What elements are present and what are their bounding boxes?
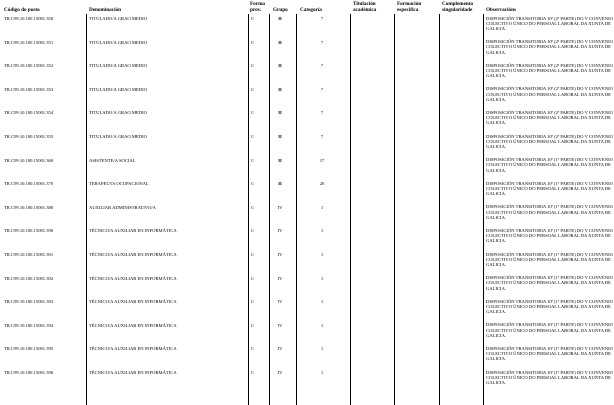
cell-forma-prov: C	[251, 322, 255, 328]
cell-grupo: IV	[277, 252, 283, 257]
table-row	[0, 204, 614, 228]
cell-denominacion: TÉCNICO/A AUXILIAR EN INFORMÁTICA	[89, 299, 177, 305]
cell-codigo: TR.C99.10.100.15001.394	[4, 322, 54, 328]
cell-observacions: DISPOSICIÓN TRANSITORIA 10ª (1ª PARTE) DO V CONVENIO COLECTIVO ÚNICO DO PERSOAL LABORAL DA XUNTA DE GALICIA.	[486, 345, 613, 362]
cell-categoria: 1	[320, 204, 324, 210]
cell-forma-prov: C	[251, 110, 255, 116]
header-grupo: Grupo	[273, 7, 288, 13]
header-denominacion: Denominación	[89, 7, 121, 13]
cell-denominacion: TÉCNICO/A AUXILIAR EN INFORMÁTICA	[89, 322, 177, 328]
cell-denominacion: TERAPEUTA OCUPACIONAL	[89, 181, 149, 187]
cell-observacions: DISPOSICIÓN TRANSITORIA 10ª (2ª PARTE) DO V CONVENIO COLECTIVO ÚNICO DO PERSOAL LABORAL DA XUNTA DE GALICIA.	[486, 86, 613, 102]
cell-categoria: 1	[320, 228, 324, 234]
table-row	[0, 322, 614, 346]
cell-denominacion: TITULADO/A GRAO MEDIO	[89, 134, 147, 139]
cell-categoria: 7	[320, 39, 324, 45]
cell-grupo: IV	[277, 204, 283, 210]
cell-forma-prov: C	[251, 204, 255, 210]
table-row	[0, 134, 614, 158]
cell-categoria: 7	[320, 134, 324, 139]
cell-observacions: DISPOSICIÓN TRANSITORIA 10ª (1ª PARTE) DO V CONVENIO COLECTIVO ÚNICO DO PERSOAL LABORAL DA XUNTA DE GALICIA.	[486, 322, 613, 338]
cell-forma-prov: C	[251, 370, 255, 375]
cell-denominacion: TITULADO/A GRAO MEDIO	[89, 39, 147, 45]
cell-codigo: TR.C99.10.100.15001.353	[4, 86, 54, 92]
header-forma-prov: Forma prov.	[250, 1, 265, 13]
cell-categoria: 17	[319, 157, 325, 163]
cell-forma-prov: C	[251, 228, 255, 234]
cell-forma-prov: C	[251, 63, 255, 69]
cell-denominacion: TÉCNICO/A AUXILIAR EN INFORMÁTICA	[89, 370, 177, 375]
cell-grupo: II	[278, 16, 282, 21]
header-titulacion: Titulación académica	[353, 1, 377, 13]
table-row	[0, 157, 614, 181]
cell-observacions: DISPOSICIÓN TRANSITORIA 10ª (2ª PARTE) DO V CONVENIO COLECTIVO ÚNICO DO PERSOAL LABORAL DA XUNTA DE GALICIA.	[486, 109, 613, 126]
cell-codigo: TR.C99.10.100.15001.351	[4, 39, 54, 45]
cell-grupo: II	[278, 134, 282, 139]
cell-observacions: DISPOSICIÓN TRANSITORIA 10ª (1ª PARTE) DO V CONVENIO COLECTIVO ÚNICO DO PERSOAL LABORAL DA XUNTA DE GALICIA.	[486, 251, 613, 268]
cell-observacions: DISPOSICIÓN TRANSITORIA 10ª (1ª PARTE) DO V CONVENIO COLECTIVO ÚNICO DO PERSOAL LABORAL DA XUNTA DE GALICIA.	[486, 275, 613, 291]
cell-codigo: TR.C99.10.100.15001.390	[4, 228, 54, 234]
cell-categoria: 7	[320, 86, 324, 92]
cell-grupo: II	[278, 86, 282, 92]
cell-denominacion: TÉCNICO/A AUXILIAR EN INFORMÁTICA	[89, 252, 177, 257]
table-row	[0, 275, 614, 299]
cell-codigo: TR.C99.10.100.15001.354	[4, 110, 54, 116]
header-complemento: Complemento singularidade	[442, 1, 474, 13]
header-codigo: Código do posto	[4, 7, 40, 13]
cell-grupo: IV	[277, 322, 283, 328]
cell-grupo: II	[278, 181, 282, 187]
cell-forma-prov: C	[251, 275, 255, 281]
cell-forma-prov: C	[251, 299, 255, 305]
table-row	[0, 370, 614, 394]
cell-categoria: 7	[320, 16, 324, 21]
cell-categoria: 7	[320, 63, 324, 69]
cell-grupo: II	[278, 157, 282, 163]
table-row	[0, 110, 614, 134]
cell-denominacion: TITULADO/A GRAO MEDIO	[89, 110, 147, 116]
cell-denominacion: TÉCNICO/A AUXILIAR EN INFORMÁTICA	[89, 346, 177, 352]
cell-denominacion: TÉCNICO/A AUXILIAR EN INFORMÁTICA	[89, 275, 177, 281]
header-observacions: Observacións	[486, 7, 516, 13]
cell-observacions: DISPOSICIÓN TRANSITORIA 10ª (1ª PARTE) DO V CONVENIO COLECTIVO ÚNICO DO PERSOAL LABORAL DA XUNTA DE GALICIA.	[486, 227, 613, 244]
cell-grupo: IV	[277, 275, 283, 281]
cell-forma-prov: C	[251, 134, 255, 139]
cell-observacions: DISPOSICIÓN TRANSITORIA 10ª (1ª PARTE) DO V CONVENIO COLECTIVO ÚNICO DO PERSOAL LABORAL DA XUNTA DE GALICIA.	[486, 369, 613, 386]
table-row	[0, 228, 614, 252]
cell-codigo: TR.C99.10.100.15001.380	[4, 204, 54, 210]
cell-forma-prov: C	[251, 157, 255, 163]
cell-denominacion: TÉCNICO/A AUXILIAR EN INFORMÁTICA	[89, 228, 177, 234]
table-row	[0, 181, 614, 205]
cell-forma-prov: C	[251, 252, 255, 257]
cell-grupo: II	[278, 39, 282, 45]
cell-forma-prov: C	[251, 39, 255, 45]
cell-forma-prov: C	[251, 16, 255, 21]
table-row	[0, 346, 614, 370]
cell-categoria: 1	[320, 370, 324, 375]
cell-categoria: 1	[320, 322, 324, 328]
cell-categoria: 1	[320, 346, 324, 352]
cell-denominacion: TITULADO/A GRAO MEDIO	[89, 16, 147, 21]
cell-codigo: TR.C99.10.100.15001.370	[4, 181, 54, 187]
cell-observacions: DISPOSICIÓN TRANSITORIA 10ª (1ª PARTE) DO V CONVENIO COLECTIVO ÚNICO DO PERSOAL LABORAL DA XUNTA DE GALICIA.	[486, 157, 613, 173]
cell-forma-prov: C	[251, 346, 255, 352]
table-row	[0, 252, 614, 276]
cell-categoria: 20	[319, 181, 325, 187]
cell-codigo: TR.C99.10.100.15001.395	[4, 346, 54, 352]
cell-categoria: 1	[320, 252, 324, 257]
cell-observacions: DISPOSICIÓN TRANSITORIA 10ª (2ª PARTE) DO V CONVENIO COLECTIVO ÚNICO DO PERSOAL LABORAL DA XUNTA DE GALICIA.	[486, 15, 613, 32]
cell-grupo: IV	[277, 228, 283, 234]
table-row	[0, 16, 614, 40]
table-row	[0, 39, 614, 63]
header-formacion: Formación específica	[397, 1, 422, 13]
cell-codigo: TR.C99.10.100.15001.393	[4, 299, 54, 305]
cell-codigo: TR.C99.10.100.15001.391	[4, 252, 54, 257]
cell-observacions: DISPOSICIÓN TRANSITORIA 10ª (1ª PARTE) DO V CONVENIO COLECTIVO ÚNICO DO PERSOAL LABORAL DA XUNTA DE GALICIA.	[486, 204, 613, 220]
cell-denominacion: TITULADO/A GRAO MEDIO	[89, 63, 147, 69]
cell-grupo: IV	[277, 299, 283, 305]
cell-grupo: II	[278, 63, 282, 69]
cell-codigo: TR.C99.10.100.15001.360	[4, 157, 54, 163]
cell-denominacion: TITULADO/A GRAO MEDIO	[89, 86, 147, 92]
cell-codigo: TR.C99.10.100.15001.355	[4, 134, 54, 139]
cell-codigo: TR.C99.10.100.15001.350	[4, 16, 54, 21]
cell-observacions: DISPOSICIÓN TRANSITORIA 10ª (1ª PARTE) DO V CONVENIO COLECTIVO ÚNICO DO PERSOAL LABORAL DA XUNTA DE GALICIA.	[486, 180, 613, 197]
cell-categoria: 1	[320, 299, 324, 305]
table-row	[0, 299, 614, 323]
cell-denominacion: AUXILIAR ADMINISTRATIVO/A	[89, 204, 156, 210]
table-row	[0, 86, 614, 110]
cell-forma-prov: C	[251, 181, 255, 187]
cell-grupo: IV	[277, 370, 283, 375]
cell-categoria: 7	[320, 110, 324, 116]
cell-observacions: DISPOSICIÓN TRANSITORIA 10ª (1ª PARTE) DO V CONVENIO COLECTIVO ÚNICO DO PERSOAL LABORAL DA XUNTA DE GALICIA.	[486, 298, 613, 315]
cell-grupo: IV	[277, 346, 283, 352]
header-categoria: Categoría	[300, 7, 322, 13]
cell-categoria: 1	[320, 275, 324, 281]
cell-codigo: TR.C99.10.100.15001.392	[4, 275, 54, 281]
cell-forma-prov: C	[251, 86, 255, 92]
cell-observacions: DISPOSICIÓN TRANSITORIA 10ª (2ª PARTE) DO V CONVENIO COLECTIVO ÚNICO DO PERSOAL LABORAL DA XUNTA DE GALICIA.	[486, 39, 613, 55]
cell-observacions: DISPOSICIÓN TRANSITORIA 10ª (2ª PARTE) DO V CONVENIO COLECTIVO ÚNICO DO PERSOAL LABORAL DA XUNTA DE GALICIA.	[486, 62, 613, 79]
cell-codigo: TR.C99.10.100.15001.352	[4, 63, 54, 69]
cell-codigo: TR.C99.10.100.15001.396	[4, 370, 54, 375]
cell-grupo: II	[278, 110, 282, 116]
cell-denominacion: ASISTENTE/A SOCIAL	[89, 157, 136, 163]
cell-observacions: DISPOSICIÓN TRANSITORIA 10ª (2ª PARTE) DO V CONVENIO COLECTIVO ÚNICO DO PERSOAL LABORAL DA XUNTA DE GALICIA.	[486, 133, 613, 150]
table-row	[0, 63, 614, 87]
